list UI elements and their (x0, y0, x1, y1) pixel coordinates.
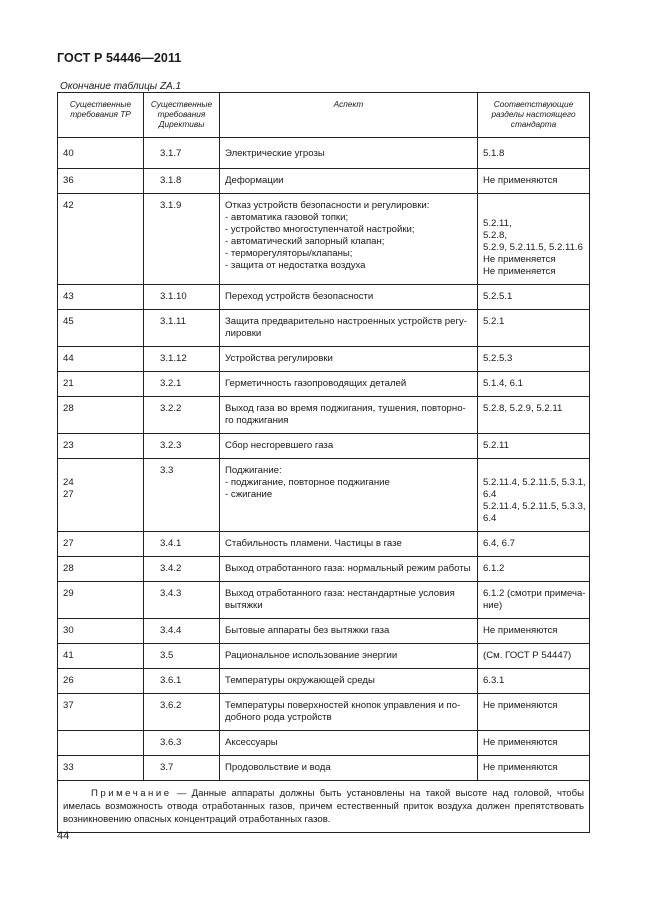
cell-text: 6.1.2 (смотри примеча- (483, 588, 586, 599)
cell-text: Не применяются (483, 700, 558, 711)
cell-text: Выход газа во время поджигания, тушения, повторно- (225, 403, 466, 414)
table-row (58, 194, 590, 285)
cell-text: Не применяются (483, 625, 558, 636)
cell-aspect (220, 669, 478, 694)
cell-tr-requirement: 30 (58, 619, 144, 644)
cell-text: - устройство многоступенчатой настройки; (225, 224, 415, 235)
table-row (58, 644, 590, 669)
cell-sections (478, 347, 590, 372)
cell-sections (478, 731, 590, 756)
cell-text: ние) (483, 600, 503, 611)
table-row (58, 138, 590, 169)
cell-text: Не применяются (483, 762, 558, 773)
cell-directive-requirement: 3.1.7 (144, 138, 220, 169)
cell-text: - защита от недостатка воздуха (225, 260, 366, 271)
cell-sections (478, 532, 590, 557)
cell-aspect (220, 756, 478, 781)
cell-aspect (220, 285, 478, 310)
cell-text: Выход отработанного газа: нормальный режим работы (225, 563, 471, 574)
cell-directive-requirement: 3.4.2 (144, 557, 220, 582)
cell-text: Не применяется (483, 254, 556, 265)
cell-text: - сжигание (225, 489, 273, 500)
cell-text: - автоматика газовой топки; (225, 212, 349, 223)
cell-directive-requirement: 3.6.1 (144, 669, 220, 694)
cell-directive-requirement: 3.6.2 (144, 694, 220, 731)
cell-aspect (220, 397, 478, 434)
cell-aspect (220, 310, 478, 347)
cell-directive-requirement: 3.1.12 (144, 347, 220, 372)
table-row (58, 619, 590, 644)
cell-text: 6.3.1 (483, 675, 505, 686)
table-row (58, 347, 590, 372)
note-label: Примечание (91, 788, 172, 799)
cell-text: Не применяется (483, 266, 556, 277)
cell-sections (478, 372, 590, 397)
cell-text: Отказ устройств безопасности и регулировки: (225, 200, 430, 211)
cell-text: Температуры окружающей среды (225, 675, 375, 686)
cell-aspect (220, 532, 478, 557)
cell-tr-requirement: 21 (58, 372, 144, 397)
table-row (58, 756, 590, 781)
cell-text: - автоматический запорный клапан; (225, 236, 385, 247)
cell-text: 5.2.8, (483, 230, 508, 241)
cell-tr-requirement: 36 (58, 169, 144, 194)
cell-text: го поджигания (225, 415, 289, 426)
table-row (58, 169, 590, 194)
cell-text: 5.2.11, (483, 218, 512, 229)
cell-sections (478, 582, 590, 619)
cell-aspect (220, 582, 478, 619)
cell-directive-requirement: 3.1.11 (144, 310, 220, 347)
cell-aspect (220, 644, 478, 669)
cell-tr-requirement: 37 (58, 694, 144, 731)
table-row (58, 557, 590, 582)
cell-sections (478, 694, 590, 731)
column-header-tr: Существенные требования ТР (58, 93, 144, 138)
cell-directive-requirement: 3.2.3 (144, 434, 220, 459)
column-header-directive: Существенные требования Директивы (144, 93, 220, 138)
cell-tr-requirement: 44 (58, 347, 144, 372)
cell-sections (478, 434, 590, 459)
cell-tr-requirement: 23 (58, 434, 144, 459)
cell-tr-requirement: 28 (58, 397, 144, 434)
cell-text: Герметичность газопроводящих деталей (225, 378, 407, 389)
cell-text: 5.2.11.4, 5.2.11.5, 5.3.3, (483, 501, 586, 512)
cell-tr-requirement: 40 (58, 138, 144, 169)
cell-text: 6.4 (483, 513, 497, 524)
column-header-aspect: Аспект (220, 93, 478, 138)
cell-text: 5.2.5.1 (483, 291, 513, 302)
table-row (58, 434, 590, 459)
cell-sections (478, 194, 590, 285)
cell-text: 5.2.11 (483, 440, 509, 451)
table-row (58, 310, 590, 347)
cell-tr-requirement: 27 (58, 532, 144, 557)
cell-text: 6.1.2 (483, 563, 505, 574)
cell-text: 27 (63, 489, 74, 500)
cell-directive-requirement: 3.5 (144, 644, 220, 669)
cell-tr-requirement: 28 (58, 557, 144, 582)
table-row (58, 459, 590, 532)
cell-directive-requirement: 3.1.8 (144, 169, 220, 194)
cell-directive-requirement: 3.3 (144, 459, 220, 532)
cell-directive-requirement: 3.4.3 (144, 582, 220, 619)
cell-directive-requirement: 3.4.1 (144, 532, 220, 557)
cell-text: - поджигание, повторное поджигание (225, 477, 390, 488)
cell-text: Продовольствие и вода (225, 762, 331, 773)
cell-tr-requirement: 26 (58, 669, 144, 694)
cell-aspect (220, 372, 478, 397)
cell-tr-requirement (58, 731, 144, 756)
cell-text: Переход устройств безопасности (225, 291, 374, 302)
document-code: ГОСТ Р 54446—2011 (57, 51, 182, 65)
cell-sections (478, 756, 590, 781)
cell-text: добного рода устройств (225, 712, 332, 723)
cell-text: 6.4, 6.7 (483, 538, 516, 549)
cell-text: 5.1.4, 6.1 (483, 378, 524, 389)
cell-text: 5.2.11.4, 5.2.11.5, 5.3.1, (483, 477, 586, 488)
cell-aspect (220, 557, 478, 582)
cell-text: 24 (63, 477, 74, 488)
cell-text (483, 206, 584, 218)
cell-directive-requirement: 3.1.10 (144, 285, 220, 310)
cell-sections (478, 310, 590, 347)
cell-sections (478, 644, 590, 669)
cell-sections (478, 138, 590, 169)
cell-directive-requirement: 3.4.4 (144, 619, 220, 644)
table-row (58, 694, 590, 731)
cell-text: Температуры поверхностей кнопок управления и по- (225, 700, 461, 711)
table-row (58, 669, 590, 694)
table-header-row (58, 93, 590, 138)
cell-text: Не применяются (483, 737, 558, 748)
cell-aspect (220, 194, 478, 285)
cell-tr-requirement: 33 (58, 756, 144, 781)
cell-text: 5.1.8 (483, 148, 505, 159)
cell-text: Не применяются (483, 175, 558, 186)
cell-tr-requirement: 29 (58, 582, 144, 619)
cell-text: лировки (225, 328, 262, 339)
table-row (58, 532, 590, 557)
cell-directive-requirement: 3.7 (144, 756, 220, 781)
cell-text: (См. ГОСТ Р 54447) (483, 650, 572, 661)
cell-text: Поджигание: (225, 465, 282, 476)
cell-text: Устройства регулировки (225, 353, 333, 364)
cell-text: Электрические угрозы (225, 148, 325, 159)
table-row (58, 731, 590, 756)
cell-directive-requirement: 3.2.2 (144, 397, 220, 434)
cell-text: 5.2.9, 5.2.11.5, 5.2.11.6 (483, 242, 583, 253)
table-row (58, 285, 590, 310)
cell-directive-requirement: 3.2.1 (144, 372, 220, 397)
cell-aspect (220, 619, 478, 644)
cell-text: 5.2.5.3 (483, 353, 513, 364)
cell-text: - терморегуляторы/клапаны; (225, 248, 353, 259)
cell-aspect (220, 459, 478, 532)
cell-directive-requirement: 3.1.9 (144, 194, 220, 285)
cell-aspect (220, 434, 478, 459)
cell-text: Выход отработанного газа: нестандартные условия (225, 588, 455, 599)
cell-text: Деформации (225, 175, 284, 186)
table-caption: Окончание таблицы ZA.1 (60, 81, 182, 92)
table-row (58, 372, 590, 397)
cell-sections (478, 619, 590, 644)
table-note-row (58, 781, 590, 833)
cell-text: Аксессуары (225, 737, 278, 748)
cell-text: Сбор несгоревшего газа (225, 440, 334, 451)
cell-tr-requirement (58, 459, 144, 532)
table-row (58, 582, 590, 619)
table-row (58, 397, 590, 434)
cell-aspect (220, 347, 478, 372)
cell-text: Защита предварительно настроенных устройств регу- (225, 316, 467, 327)
cell-sections (478, 397, 590, 434)
cell-sections (478, 669, 590, 694)
cell-sections (478, 557, 590, 582)
table-note (58, 781, 590, 833)
requirements-table (57, 92, 590, 833)
note-text: — Данные аппараты должны быть установлены на такой высоте над головой, чтобы имелась возможность отвода отработанных газов, причем естественный приток воздуха должен препятствовать возникновению опасных концентраций отработанных газов. (63, 788, 584, 825)
cell-tr-requirement: 42 (58, 194, 144, 285)
cell-tr-requirement: 45 (58, 310, 144, 347)
page-number: 44 (57, 830, 70, 842)
cell-aspect (220, 694, 478, 731)
cell-directive-requirement: 3.6.3 (144, 731, 220, 756)
cell-text: вытяжки (225, 600, 263, 611)
cell-text: Рациональное использование энергии (225, 650, 398, 661)
cell-tr-requirement: 41 (58, 644, 144, 669)
cell-sections (478, 459, 590, 532)
column-header-sections: Соответствующие разделы настоящего стандарта (478, 93, 590, 138)
cell-aspect (220, 731, 478, 756)
cell-sections (478, 285, 590, 310)
cell-aspect (220, 169, 478, 194)
cell-text: 5.2.1 (483, 316, 505, 327)
cell-aspect (220, 138, 478, 169)
cell-sections (478, 169, 590, 194)
cell-text: Стабильность пламени. Частицы в газе (225, 538, 402, 549)
cell-tr-requirement: 43 (58, 285, 144, 310)
cell-text: 5.2.8, 5.2.9, 5.2.11 (483, 403, 563, 414)
cell-text: 6.4 (483, 489, 497, 500)
cell-text: Бытовые аппараты без вытяжки газа (225, 625, 390, 636)
